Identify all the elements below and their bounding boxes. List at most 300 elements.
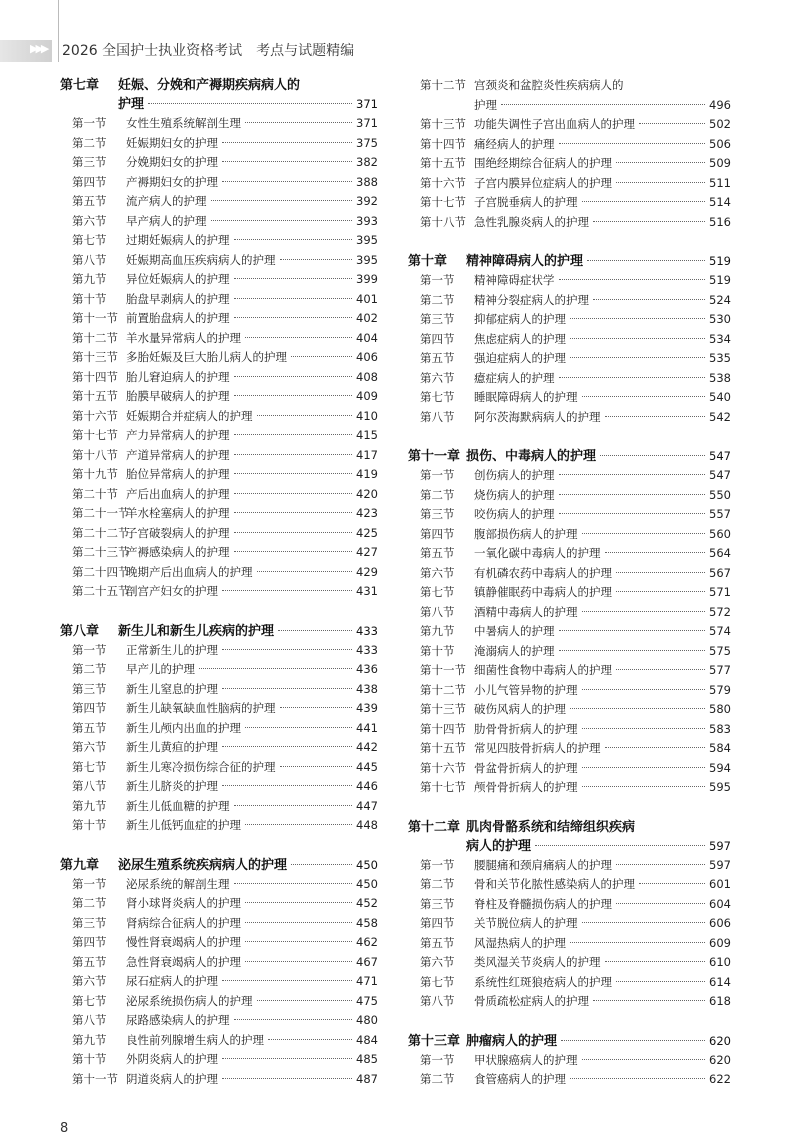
toc-section-entry[interactable] bbox=[420, 564, 731, 584]
section-title: 妊娠期合并症病人的护理 bbox=[126, 408, 253, 423]
section-title: 腰腿痛和颈肩痛病人的护理 bbox=[474, 857, 612, 872]
section-number: 第十一节 bbox=[72, 1071, 118, 1086]
chapter-heading[interactable] bbox=[408, 818, 731, 856]
toc-section-entry[interactable] bbox=[420, 875, 731, 895]
section-title: 胎位异常病人的护理 bbox=[126, 467, 230, 481]
toc-section-entry[interactable] bbox=[72, 192, 378, 212]
section-title: 细菌性食物中毒病人的护理 bbox=[474, 663, 612, 677]
dot-leader bbox=[570, 1078, 705, 1079]
toc-section-entry[interactable] bbox=[420, 525, 731, 545]
section-page: 564 bbox=[709, 546, 731, 560]
section-number: 第十四节 bbox=[420, 136, 466, 151]
toc-section-entry[interactable] bbox=[420, 603, 731, 623]
dot-leader bbox=[257, 571, 353, 572]
toc-section-entry[interactable] bbox=[420, 486, 731, 506]
toc-section-entry[interactable] bbox=[72, 933, 378, 953]
dot-leader bbox=[234, 239, 353, 240]
section-title: 胎盘早剥病人的护理 bbox=[126, 291, 230, 306]
dot-leader bbox=[605, 961, 706, 962]
dot-leader bbox=[605, 747, 706, 748]
section-title: 新生儿窒息的护理 bbox=[126, 681, 218, 696]
dot-leader bbox=[587, 260, 705, 261]
toc-section-entry[interactable] bbox=[72, 699, 378, 719]
section-page: 614 bbox=[709, 974, 731, 989]
toc-chapter bbox=[408, 252, 731, 427]
section-page: 509 bbox=[709, 156, 731, 170]
chapter-line bbox=[408, 252, 731, 271]
toc-section-entry[interactable] bbox=[420, 193, 731, 213]
section-number: 第五节 bbox=[420, 935, 455, 950]
chapter-line bbox=[60, 76, 378, 95]
section-page: 580 bbox=[709, 702, 731, 716]
toc-section-entry[interactable] bbox=[420, 720, 731, 740]
page-number: 8 bbox=[60, 1121, 69, 1136]
section-number: 第十八节 bbox=[72, 447, 118, 462]
section-number: 第十七节 bbox=[72, 428, 118, 442]
chapter-heading[interactable] bbox=[408, 1032, 731, 1051]
dot-leader bbox=[148, 103, 352, 104]
section-number: 第十七节 bbox=[420, 195, 466, 209]
section-number: 第二十三节 bbox=[72, 545, 130, 559]
section-page: 447 bbox=[356, 798, 378, 813]
toc-section-entry[interactable] bbox=[420, 1051, 731, 1071]
section-number: 第十节 bbox=[72, 291, 107, 306]
section-number: 第一节 bbox=[72, 642, 107, 657]
toc-section-entry[interactable] bbox=[72, 134, 378, 154]
toc-section-entry[interactable] bbox=[72, 660, 378, 680]
dot-leader bbox=[582, 786, 706, 787]
section-number: 第五节 bbox=[72, 954, 107, 969]
dot-leader bbox=[600, 455, 705, 456]
toc-section-entry[interactable] bbox=[420, 310, 731, 330]
section-page: 402 bbox=[356, 311, 378, 325]
section-page: 409 bbox=[356, 389, 378, 403]
toc-section-entry[interactable] bbox=[72, 485, 378, 505]
section-page: 393 bbox=[356, 213, 378, 228]
toc-section-entry[interactable] bbox=[72, 1050, 378, 1070]
toc-section-entry[interactable] bbox=[420, 135, 731, 155]
toc-right-column bbox=[408, 76, 731, 1110]
dot-leader bbox=[222, 980, 352, 981]
dot-leader bbox=[639, 123, 705, 124]
toc-section-entry[interactable] bbox=[72, 368, 378, 388]
dot-leader bbox=[593, 221, 705, 222]
section-title: 脊柱及脊髓损伤病人的护理 bbox=[474, 896, 612, 911]
section-page: 452 bbox=[356, 896, 378, 910]
dot-leader bbox=[234, 454, 353, 455]
section-title: 女性生殖系统解剖生理 bbox=[126, 116, 241, 130]
dot-leader bbox=[559, 377, 706, 378]
toc-section-entry[interactable] bbox=[72, 777, 378, 797]
toc-section-entry[interactable] bbox=[72, 894, 378, 914]
toc-section-entry[interactable] bbox=[420, 953, 731, 973]
toc-section-entry-cont[interactable] bbox=[420, 96, 731, 116]
section-title: 新生儿颅内出血的护理 bbox=[126, 720, 241, 735]
toc-section-entry[interactable] bbox=[72, 173, 378, 193]
section-page: 439 bbox=[356, 701, 378, 715]
dot-leader bbox=[268, 1039, 352, 1040]
section-number: 第六节 bbox=[72, 974, 107, 988]
section-page: 487 bbox=[356, 1071, 378, 1086]
toc-section-entry[interactable] bbox=[72, 738, 378, 758]
toc-section-entry[interactable] bbox=[420, 778, 731, 798]
toc-section-entry[interactable] bbox=[420, 759, 731, 779]
toc-section-entry[interactable] bbox=[420, 369, 731, 389]
dot-leader bbox=[291, 356, 352, 357]
dot-leader bbox=[211, 200, 353, 201]
section-number: 第八节 bbox=[420, 994, 455, 1008]
toc-section-entry[interactable] bbox=[72, 212, 378, 232]
section-number: 第一节 bbox=[420, 1052, 455, 1067]
toc-section-entry[interactable] bbox=[420, 973, 731, 993]
toc-section-entry[interactable] bbox=[72, 309, 378, 329]
section-title: 尿石症病人的护理 bbox=[126, 974, 218, 988]
chapter-heading[interactable] bbox=[408, 447, 731, 466]
section-title: 产力异常病人的护理 bbox=[126, 428, 230, 442]
dot-leader bbox=[616, 669, 705, 670]
section-page: 577 bbox=[709, 663, 731, 677]
section-title: 分娩期妇女的护理 bbox=[126, 155, 218, 169]
section-page: 567 bbox=[709, 565, 731, 580]
toc-section-entry[interactable] bbox=[420, 856, 731, 876]
dot-leader bbox=[280, 766, 353, 767]
toc-section-entry[interactable] bbox=[72, 407, 378, 427]
dot-leader bbox=[570, 357, 705, 358]
dot-leader bbox=[582, 767, 706, 768]
toc-section-entry[interactable] bbox=[72, 426, 378, 446]
section-page: 423 bbox=[356, 506, 378, 520]
section-page: 571 bbox=[709, 585, 731, 599]
section-page: 395 bbox=[356, 233, 378, 247]
section-number: 第六节 bbox=[420, 565, 455, 580]
toc-section-entry[interactable] bbox=[420, 330, 731, 350]
section-number: 第二十节 bbox=[72, 486, 118, 501]
section-number: 第二节 bbox=[72, 896, 107, 910]
toc-section-entry[interactable] bbox=[72, 797, 378, 817]
toc-section-entry[interactable] bbox=[72, 251, 378, 271]
toc-section-entry[interactable] bbox=[72, 992, 378, 1012]
section-title: 正常新生儿的护理 bbox=[126, 642, 218, 657]
section-number: 第二节 bbox=[420, 877, 455, 891]
toc-section-entry[interactable] bbox=[72, 719, 378, 739]
section-title: 慢性肾衰竭病人的护理 bbox=[126, 935, 241, 949]
section-title: 有机磷农药中毒病人的护理 bbox=[474, 565, 612, 580]
dot-leader bbox=[234, 298, 353, 299]
section-page: 433 bbox=[356, 642, 378, 657]
dot-leader bbox=[559, 630, 706, 631]
toc-section-entry[interactable] bbox=[420, 408, 731, 428]
toc-section-entry[interactable] bbox=[420, 505, 731, 525]
section-page: 410 bbox=[356, 408, 378, 423]
section-page: 445 bbox=[356, 759, 378, 774]
chapter-title: 损伤、中毒病人的护理 bbox=[466, 449, 597, 464]
section-page: 538 bbox=[709, 370, 731, 385]
section-title: 关节脱位病人的护理 bbox=[474, 916, 578, 930]
chapter-line bbox=[408, 818, 731, 837]
toc-section-entry[interactable] bbox=[72, 1070, 378, 1090]
toc-section-entry[interactable] bbox=[72, 543, 378, 563]
toc-section-entry[interactable] bbox=[420, 914, 731, 934]
toc-section-entry[interactable] bbox=[420, 622, 731, 642]
section-title: 创伤病人的护理 bbox=[474, 468, 555, 482]
toc-section-entry[interactable] bbox=[72, 231, 378, 251]
toc-section-entry[interactable] bbox=[72, 816, 378, 836]
section-page: 584 bbox=[709, 741, 731, 755]
toc-section-entry[interactable] bbox=[72, 114, 378, 134]
section-number: 第十五节 bbox=[72, 389, 118, 403]
chapter-heading[interactable] bbox=[60, 622, 378, 641]
section-title: 新生儿低钙血症的护理 bbox=[126, 818, 241, 832]
section-page: 610 bbox=[709, 955, 731, 969]
toc-section-entry[interactable] bbox=[420, 681, 731, 701]
dot-leader bbox=[222, 1078, 352, 1079]
toc-section-entry[interactable] bbox=[72, 953, 378, 973]
toc-section-entry[interactable] bbox=[72, 1031, 378, 1051]
section-page: 395 bbox=[356, 252, 378, 267]
section-title: 食管癌病人的护理 bbox=[474, 1072, 566, 1086]
section-page: 595 bbox=[709, 780, 731, 794]
section-number: 第十节 bbox=[420, 643, 455, 658]
dot-leader bbox=[570, 338, 705, 339]
toc-section-entry[interactable] bbox=[72, 875, 378, 895]
toc-section-entry[interactable] bbox=[420, 895, 731, 915]
section-page: 436 bbox=[356, 662, 378, 676]
section-page: 425 bbox=[356, 525, 378, 540]
chapter-line-cont bbox=[420, 837, 731, 856]
section-title: 甲状腺癌病人的护理 bbox=[474, 1052, 578, 1067]
section-page: 448 bbox=[356, 818, 378, 832]
toc-section-entry[interactable] bbox=[72, 329, 378, 349]
section-title: 骨质疏松症病人的护理 bbox=[474, 994, 589, 1008]
toc-section-entry[interactable] bbox=[72, 446, 378, 466]
chapter-page: 371 bbox=[356, 97, 378, 111]
toc-section-entry[interactable] bbox=[72, 582, 378, 602]
toc-section-entry[interactable] bbox=[72, 290, 378, 310]
section-page: 534 bbox=[709, 331, 731, 346]
section-number: 第六节 bbox=[72, 740, 107, 754]
section-title: 睡眠障碍病人的护理 bbox=[474, 390, 578, 404]
dot-leader bbox=[257, 1000, 353, 1001]
section-number: 第五节 bbox=[420, 351, 455, 365]
section-page: 467 bbox=[356, 954, 378, 969]
section-title: 骨和关节化脓性感染病人的护理 bbox=[474, 877, 635, 891]
section-title: 系统性红斑狼疮病人的护理 bbox=[474, 974, 612, 989]
chapter-title: 精神障碍病人的护理 bbox=[466, 254, 584, 269]
toc-section-entry[interactable] bbox=[420, 388, 731, 408]
section-title: 泌尿系统的解剖生理 bbox=[126, 876, 230, 891]
dot-leader bbox=[593, 1000, 705, 1001]
toc-section-entry[interactable] bbox=[72, 504, 378, 524]
section-title: 精神分裂症病人的护理 bbox=[474, 292, 589, 307]
chapter-page: 519 bbox=[709, 254, 731, 268]
toc-section-entry[interactable] bbox=[420, 115, 731, 135]
section-number: 第三节 bbox=[420, 896, 455, 911]
section-title: 新生儿缺氧缺血性脑病的护理 bbox=[126, 701, 276, 715]
section-page: 401 bbox=[356, 291, 378, 306]
section-page: 618 bbox=[709, 994, 731, 1008]
section-page: 560 bbox=[709, 526, 731, 541]
section-number: 第六节 bbox=[72, 213, 107, 228]
section-number: 第三节 bbox=[72, 915, 107, 930]
toc-section-entry[interactable] bbox=[72, 972, 378, 992]
section-number: 第二节 bbox=[72, 662, 107, 676]
section-page: 620 bbox=[709, 1052, 731, 1067]
section-page: 427 bbox=[356, 545, 378, 559]
toc-section-entry[interactable] bbox=[72, 680, 378, 700]
toc-section-entry[interactable] bbox=[72, 524, 378, 544]
section-page: 550 bbox=[709, 487, 731, 502]
toc-section-entry[interactable] bbox=[420, 213, 731, 233]
dot-leader bbox=[234, 551, 353, 552]
toc-section-entry[interactable] bbox=[72, 641, 378, 661]
chapter-heading[interactable] bbox=[60, 76, 378, 114]
chapter-number: 第七章 bbox=[60, 78, 100, 93]
section-title: 抑郁症病人的护理 bbox=[474, 312, 566, 326]
toc-section-entry[interactable] bbox=[72, 348, 378, 368]
dot-leader bbox=[245, 941, 352, 942]
section-page: 475 bbox=[356, 993, 378, 1008]
section-number: 第二节 bbox=[420, 1072, 455, 1086]
toc-chapter bbox=[408, 1032, 731, 1090]
dot-leader bbox=[582, 611, 706, 612]
toc-section-entry[interactable] bbox=[72, 563, 378, 583]
section-page: 535 bbox=[709, 351, 731, 365]
toc-section-entry[interactable] bbox=[72, 758, 378, 778]
section-number: 第十八节 bbox=[420, 214, 466, 229]
section-number: 第三节 bbox=[420, 312, 455, 326]
dot-leader bbox=[234, 493, 353, 494]
toc-left-column bbox=[60, 76, 378, 1109]
chapter-title: 泌尿生殖系统疾病病人的护理 bbox=[118, 857, 288, 873]
section-page: 519 bbox=[709, 273, 731, 287]
dot-leader bbox=[234, 434, 353, 435]
toc-section-entry[interactable] bbox=[420, 583, 731, 603]
toc-section-entry[interactable] bbox=[420, 76, 731, 96]
toc-section-entry[interactable] bbox=[420, 271, 731, 291]
dot-leader bbox=[501, 104, 705, 105]
section-number: 第一节 bbox=[72, 116, 107, 130]
section-number: 第五节 bbox=[420, 546, 455, 560]
section-title: 中暑病人的护理 bbox=[474, 624, 555, 638]
section-number: 第九节 bbox=[72, 272, 107, 286]
section-page: 438 bbox=[356, 681, 378, 696]
dot-leader bbox=[222, 161, 352, 162]
section-page: 446 bbox=[356, 779, 378, 793]
dot-leader bbox=[245, 902, 352, 903]
toc-section-entry[interactable] bbox=[72, 270, 378, 290]
section-number: 第三节 bbox=[420, 507, 455, 521]
dot-leader bbox=[234, 805, 353, 806]
dot-leader bbox=[582, 922, 706, 923]
chapter-number: 第九章 bbox=[60, 857, 100, 873]
toc-section-entry[interactable] bbox=[420, 174, 731, 194]
chapter-title: 新生儿和新生儿疾病的护理 bbox=[118, 623, 275, 639]
section-title: 骨盆骨折病人的护理 bbox=[474, 760, 578, 775]
toc-section-entry[interactable] bbox=[420, 700, 731, 720]
dot-leader bbox=[234, 395, 353, 396]
section-title: 羊水量异常病人的护理 bbox=[126, 330, 241, 345]
section-number: 第九节 bbox=[420, 624, 455, 638]
toc-section-entry[interactable] bbox=[420, 349, 731, 369]
dot-leader bbox=[605, 552, 706, 553]
section-number: 第五节 bbox=[72, 720, 107, 735]
toc-section-entry[interactable] bbox=[72, 1011, 378, 1031]
section-title: 肾小球肾炎病人的护理 bbox=[126, 896, 241, 910]
dot-leader bbox=[616, 981, 705, 982]
section-number: 第五节 bbox=[72, 194, 107, 208]
section-title: 痛经病人的护理 bbox=[474, 136, 555, 151]
toc-section-entry[interactable] bbox=[420, 934, 731, 954]
dot-leader bbox=[234, 473, 353, 474]
header-arrows-icon: ▶▶▶ bbox=[30, 42, 47, 55]
section-page: 609 bbox=[709, 935, 731, 950]
dot-leader bbox=[559, 143, 706, 144]
section-page: 485 bbox=[356, 1052, 378, 1066]
toc-section-entry[interactable] bbox=[72, 914, 378, 934]
dot-leader bbox=[245, 922, 352, 923]
section-number: 第一节 bbox=[420, 273, 455, 287]
toc-section-entry[interactable] bbox=[420, 642, 731, 662]
toc-section-entry[interactable] bbox=[420, 1070, 731, 1090]
toc-section-entry[interactable] bbox=[420, 661, 731, 681]
section-number: 第三节 bbox=[72, 681, 107, 696]
dot-leader bbox=[593, 299, 705, 300]
chapter-heading[interactable] bbox=[408, 252, 731, 271]
section-number: 第十三节 bbox=[72, 350, 118, 364]
section-number: 第十四节 bbox=[72, 369, 118, 384]
section-title: 多胎妊娠及巨大胎儿病人的护理 bbox=[126, 350, 287, 364]
chapter-heading[interactable] bbox=[60, 856, 378, 875]
dot-leader bbox=[582, 201, 706, 202]
section-number: 第十一节 bbox=[72, 311, 118, 325]
chapter-line bbox=[408, 1032, 731, 1051]
section-title: 肋骨骨折病人的护理 bbox=[474, 721, 578, 736]
section-title: 小儿气管异物的护理 bbox=[474, 682, 578, 697]
section-title: 类风湿关节炎病人的护理 bbox=[474, 955, 601, 969]
toc-section-entry[interactable] bbox=[72, 465, 378, 485]
chapter-number: 第十二章 bbox=[408, 819, 461, 835]
dot-leader bbox=[582, 533, 706, 534]
section-page: 542 bbox=[709, 409, 731, 424]
section-page: 388 bbox=[356, 174, 378, 189]
toc-section-entry[interactable] bbox=[72, 153, 378, 173]
section-title: 急性乳腺炎病人的护理 bbox=[474, 214, 589, 229]
toc-section-entry[interactable] bbox=[420, 291, 731, 311]
section-title: 宫颈炎和盆腔炎性疾病病人的 bbox=[474, 78, 624, 92]
section-title: 阴道炎病人的护理 bbox=[126, 1071, 218, 1086]
dot-leader bbox=[211, 220, 353, 221]
toc-section-entry[interactable] bbox=[420, 739, 731, 759]
section-title: 焦虑症病人的护理 bbox=[474, 331, 566, 346]
toc-section-entry[interactable] bbox=[420, 544, 731, 564]
dot-leader bbox=[616, 162, 705, 163]
section-number: 第十七节 bbox=[420, 780, 466, 794]
section-number: 第四节 bbox=[72, 701, 107, 715]
toc-section-entry[interactable] bbox=[420, 154, 731, 174]
section-page: 392 bbox=[356, 194, 378, 208]
section-title: 羊水栓塞病人的护理 bbox=[126, 506, 230, 520]
dot-leader bbox=[616, 572, 705, 573]
toc-section-entry[interactable] bbox=[420, 466, 731, 486]
section-title: 腹部损伤病人的护理 bbox=[474, 526, 578, 541]
toc-section-entry[interactable] bbox=[72, 387, 378, 407]
chapter-page: 450 bbox=[356, 857, 378, 872]
chapter-line bbox=[60, 622, 378, 641]
toc-section-entry[interactable] bbox=[420, 992, 731, 1012]
chapter-title-cont: 护理 bbox=[118, 97, 145, 112]
section-number: 第七节 bbox=[420, 390, 455, 404]
dot-leader bbox=[222, 746, 352, 747]
